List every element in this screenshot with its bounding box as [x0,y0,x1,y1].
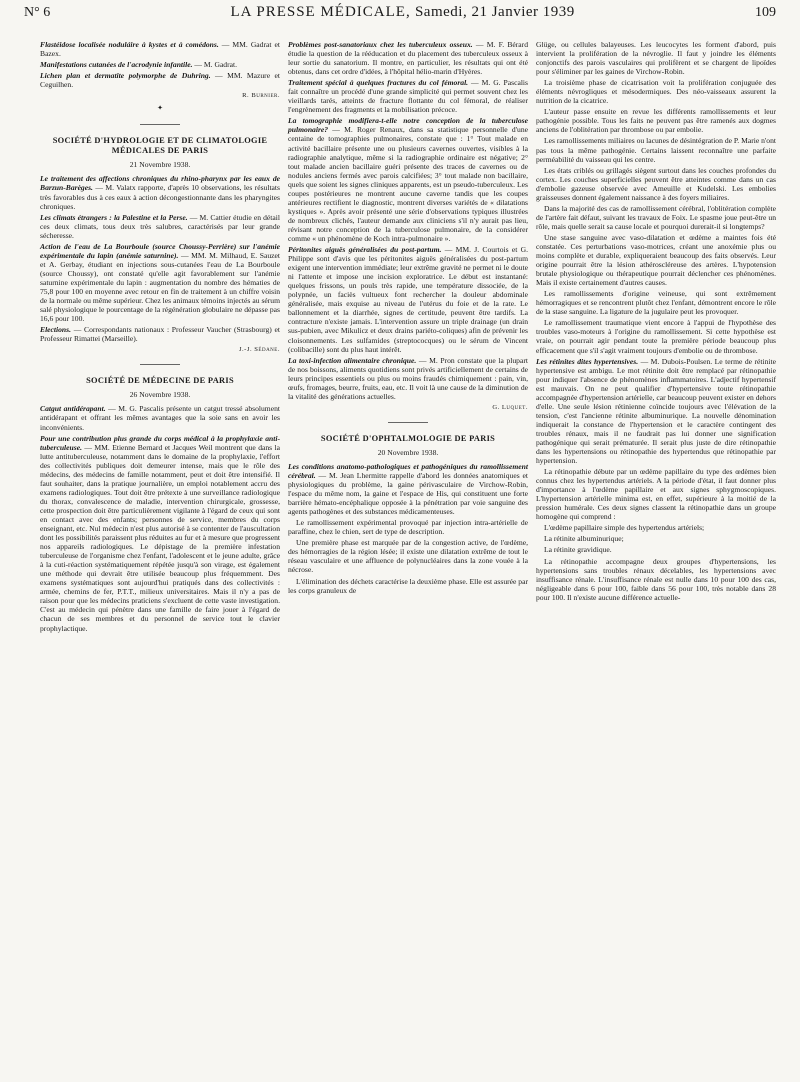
paragraph: Lichen plan et dermatite polymorphe de Duhring. — MM. Mazure et Ceguilhen. [40,71,280,90]
paragraph: Une première phase est marquée par de la congestion active, de l'œdème, des hémorragies de la région lésée; il existe une dilatation extrême de tout le réseau vasculaire et une affluence de polynucléaires dans la zone vouée à la nécrose. [288,538,528,575]
paragraph: L'élimination des déchets caractérise la deuxième phase. Elle est assurée par les corps granuleux de [288,576,528,595]
divider [40,359,280,368]
paragraph: La troisième phase de cicatrisation voit la prolifération conjuguée des éléments névrogliques et mésodermiques. Des néo-vaisseaux assurent la nutrition de la cicatrice. [536,78,776,106]
section-heading: SOCIÉTÉ DE MÉDECINE DE PARIS [86,376,234,386]
paragraph: Le traitement des affections chroniques du rhino-pharynx par les eaux de Barzun-Barèges. — M. Valatx rapporte, d'après 10 observations, les résultats très favorables dus à ces eaux à action décongestionnante dans les pharyngites chroniques. [40,174,280,211]
paragraph: Manifestations cutanées de l'acrodynie infantile. — M. Gadrat. [40,60,238,70]
paragraph: Les rétinites dites hypertensives. — M. Dubois-Poulsen. Le terme de rétinite hypertensive est ambigu. Le mot rétinite doit être remplacé par rétinopathie pour indiquer l'absence de phénomènes inflammatoires. L'adjectif hypertensif est mauvais. On ne peut qualifier d'hypertensive toute rétinopathie accompagnée d'hypertension artérielle, car beaucoup peuvent exister en dehors d'elle. Une seule lésion rétinienne coïncide toujours avec l'élévation de la tension, c'est l'ancienne rétinite albuminurique. La nouvelle dénomination indiquerait la constance de l'hypertension et le caractère contingent des troubles rénaux, mais il ne faudrait pas lui donner une signification pathogénique qui serait prématurée. Il serait plus juste de dire rétinopathie dans les hypertensions ou rétinopathie des hypertendus que rétinopathie par hypertension. [536,356,776,466]
issue-number: N° 6 [24,5,51,20]
section-date: 20 Novembre 1938. [377,447,439,457]
paragraph: Elections. — Correspondants nationaux : Professeur Vaucher (Strasbourg) et Professeur Rimattei (Marseille). [40,325,280,344]
paragraph: Catgut antidérapant. — M. G. Pascalis présente un catgut tressé absolument antidérapant et offrant les mêmes avantages que la soie sans en avoir les inconvénients. [40,404,280,432]
list-item: La rétinite albuminurique; [544,534,624,544]
paragraph: Les ramollissements d'origine veineuse, qui sont extrêmement hémorragiques et se rencontrent plutôt chez l'enfant, démontrent encore le rôle de la stase sanguine. La ligature de la jugulaire peut les provoquer. [536,289,776,317]
page-header [24,4,776,32]
section-heading: SOCIÉTÉ D'HYDROLOGIE ET DE CLIMATOLOGIE MÉDICALES DE PARIS [52,136,268,156]
paragraph: La tomographie modifiera-t-elle notre conception de la tuberculose pulmonaire? — M. Roger Renaux, dans sa statistique personnelle d'une centaine de tomographies pulmonaires, constate que : 1° Tout malade en activité bacillaire présente une ou plusieurs cavernes ouvertes, visibles à la radiographie analytique, même si la radiographie ordinaire est négative; 2° tout malade ancien bacillaire guéri présente des traces de cavernes ou de nodules anciens fermés avec parois calcifiées; 3° tout malade non bacillaire, quels que soient les signes cliniques apparents, est un pseudo-tuberculeux. Les coupes postérieures ne montrent aucune caverne tandis que les coupes antérieures rectifient le diagnostic, montrent diverses variétés de « dilatations kystiques ». Après avoir présenté une série d'observations typiques illustrées de nombreux clichés, l'auteur demande aux cliniciens s'il n'y aurait pas lieu, révisant notre conception de la tuberculose pulmonaire, de la considérer comme « un phénomène de Koch intra-pulmonaire ». [288,116,528,243]
paragraph: Flastéidose localisée noduláire à kystes et à comédons. — MM. Gadrat et Bazex. [40,40,280,59]
ornament: ✦ [157,104,163,113]
paragraph: Le ramollissement traumatique vient encore à l'appui de l'hypothèse des troubles vaso-moteurs à l'origine du ramollissement. Si cette hypothèse est vraie, on pourrait agir pendant toute la première période beaucoup plus efficacement que s'il s'agit vraiment toujours d'embolie ou de thrombose. [536,318,776,355]
paragraph: Une stase sanguine avec vaso-dilatation et œdème a maintes fois été constatée. Ces perturbations vaso-motrices, créant une anoxémie plus ou moins complète et durable, expliqueraient beaucoup des faits observés. Leur origine pourrait être la lésion athéroscléreuse des artères. L'hypotension brutale physiologique ou thérapeutique pourrait déclencher ces phénomènes. Mais il existe certainement d'autres causes. [536,232,776,288]
paragraph: Traitement spécial à quelques fractures du col fémoral. — M. G. Pascalis fait connaître un procédé d'une grande simplicité qui permet souvent chez les vieillards tarés, atteints de fracture flottante du col fémoral, de réaliser l'engrènement des fragments et la mobilisation précoce. [288,78,528,115]
paragraph: Le ramollissement expérimental provoqué par injection intra-artérielle de paraffine, chez le chien, sert de type de description. [288,518,528,537]
list-item: L'œdème papillaire simple des hypertendus artériels; [544,523,705,533]
paragraph: Dans la majorité des cas de ramollissement cérébral, l'oblitération complète de l'artère fait défaut, suivant les travaux de Foix. Le spasme joue peut-être un rôle, mais quelle serait sa cause locale et pourquoi durerait-il si longtemps? [536,203,776,231]
article-columns [40,40,776,635]
paragraph: Pour une contribution plus grande du corps médical à la prophylaxie anti-tuberculeuse. — MM. Etienne Bernard et Jacques Weil montrent que dans la lutte antituberculeuse, notamment dans le domaine de la prophylaxie, l'effort des collectivités publiques doit demeurer intense, mais que le rôle des médecins, des médecins de famille notamment, peut et doit être intensifié. Il faut souhaiter, dans la pratique journalière, un emploi notablement accru des examens radiologiques. Tout doit être prétexte à une surveillance radiologique du thorax, convalescence de maladie, intervention chirurgicale, grossesse, cette prospection doit être particulièrement vigilante à l'égard de ceux qui sont en contact avec des enfants; personnes de service, membres du corps enseignant, etc. Nul médecin n'est plus autorisé à se contenter de l'auscultation dont les possibilités paraissent plus réduites au fur et à mesure que progressent nos appareils radiologiques. Le dépistage de la première infestation tuberculeuse de l'organisme chez l'enfant, l'adolescent et le jeune adulte, grâce à la cuti-réaction systématiquement répétée jusqu'à son virage, est également une méthode qui devrait être utilisée beaucoup plus fréquemment. Des examens systématiques sont aujourd'hui pratiqués dans des collectivités : armée, chemins de fer, P.T.T., milieux universitaires. Mais il n'y a pas de raison pour que les médecins praticiens s'excluent de cette vaste investigation. C'est au médecin qui pénètre dans une famille de faire jouer à l'égard de chacun de ses membres et du personnel de service tout le clavier prophylactique. [40,433,280,633]
signature: R. Burnier. [242,92,280,100]
page-number: 109 [754,5,776,20]
paragraph: Glüge, ou cellules balayeuses. Les leucocytes les forment d'abord, puis intervient la prolifération de la névroglie. Il faut y joindre les éléments conjonctifs des parois vasculaires qui prolifèrent et se chargent de lipoïdes pour s'éliminer par les gaines de Virchow-Robin. [536,40,776,77]
list-item: La rétinite gravidique. [544,545,612,555]
signature: J.-J. Sédane. [238,346,280,354]
column-2 [288,40,528,635]
section-date: 26 Novembre 1938. [129,390,191,400]
paragraph: La rétinopathie débute par un œdème papillaire du type des œdèmes bien connus chez les hypertendus artériels. A la période d'état, il faut donner plus d'importance à l'œdème papillaire et aux signes sphygmoscopiques. L'hypertension artérielle minima est, en effet, supérieure à la moitié de la pression humérale. Ces deux signes classent la rétinopathie dans un groupe homogène qui comprend : [536,467,776,522]
paragraph: L'auteur passe ensuite en revue les différents ramollissements et leur pathogénie possible. Tous les faits ne peuvent pas être ramenés aux dogmes anciens de l'oblitération par thrombose ou par embolie. [536,107,776,135]
divider [288,417,528,426]
paragraph: La toxi-infection alimentaire chronique. — M. Pron constate que la plupart de nos boissons, aliments quotidiens sont privés artificiellement de certains de leurs principes essentiels ou plus ou moins fraudés chimiquement : pain, vin, œufs, fromages, beurre, fruits, eau, etc. Il voit là une cause de la diminution de la vitalité des générations actuelles. [288,355,528,401]
column-3 [536,40,776,635]
section-heading: SOCIÉTÉ D'OPHTALMOLOGIE DE PARIS [320,433,496,443]
issue-date: Samedi, 21 Janvier 1939 [414,4,575,20]
paragraph: Les états criblés ou grillagés siègent surtout dans les couches profondes du cortex. Les couches superficielles peuvent être atteintes comme dans un cas d'embolie gazeuse observée avec Ameuille et Kudelski. Les embolies graisseuses donnent également naissance à des foyers miliaires. [536,165,776,202]
section-date: 21 Novembre 1938. [129,160,191,170]
running-title [230,4,574,21]
paragraph: La rétinopathie accompagne deux groupes d'hypertensions, les hypertensions sans troubles rénaux décelables, les hypertensions avec insuffisance rénale. L'insuffisance rénale est nulle dans 10 pour 100 des cas, négligeable dans 6 pour 100, faible dans 56 pour 100, très notable dans 28 pour 100. Il n'existe aucune différence actuelle- [536,556,776,602]
paragraph: Les climats étrangers : la Palestine et la Perse. — M. Cattier étudie en détail ces deux climats, tous deux très salubres, caractérisés par leur grande sécheresse. [40,212,280,240]
signature: G. Luquet. [492,403,528,411]
paragraph: Les conditions anatomo-pathologiques et pathogéniques du ramollissement cérébral. — M. Jean Lhermitte rappelle d'abord les données anatomiques et physiologiques du problème, la gaine périvasculaire de Virchow-Robin, l'espace du même nom, la gaine et l'espace de His, qui constituent une forte barrière hémato-encéphalique opposée à la pénétration par voie sanguine des agents pathogènes et des substances médicamenteuses. [288,461,528,517]
journal-name: LA PRESSE MÉDICALE, [230,4,411,20]
divider [40,119,280,128]
paragraph: Les ramollissements miliaires ou lacunes de désintégration de P. Marie n'ont pas tous la même pathogénie. Certains laissent reconnaître une parfaite perméabilité du vaisseau qui les centre. [536,136,776,164]
paragraph: Péritonites aiguës généralisées du post-partum. — MM. J. Courtois et G. Philippe sont d'avis que les péritonites aiguës généralisées du post-partum exigent une intervention immédiate; leur extrême gravité ne permet ni le doute ni l'attente et impose une incision exploratrice. Le début est instantané: quelques frissons, un pouls très rapide, une température dissociée, de la polypnée, un faciès vultueux font rechercher la douleur abdominale généralisée, mais exquise au niveau de l'utérus du foie et de la rate. Le ballonnement et la diarrhée, signes de certitude, peuvent être tardifs. La contracture n'existe jamais. L'intervention assure un triple drainage (un drain sus-pubien, avec Mikulicz et deux drains pariéto-coliques) afin de prévenir les cloisonnements. Les sulfamides (streptococques) ou le sérum de Vincent (colibacille) sont du plus haut intérêt. [288,245,528,354]
paragraph: Problèmes post-sanatoriaux chez les tuberculeux osseux. — M. F. Bérard étudie la question de la rééducation et du placement des tuberculeux osseux à leur sortie du sanatorium. Il montre, en particulier, les résultats qui ont été obtenus, dans cet ordre d'idées, à l'hôpital hélio-marin d'Hyères. [288,40,529,77]
paragraph: Action de l'eau de La Bourboule (source Choussy-Perrière) sur l'anémie expérimentale du lapin (anémie saturnine). — MM. M. Milhaud, E. Sauzet et A. Gerbay, étudiant en injections sous-cutanées l'eau de La Bourboule (source Choussy), ont constaté qu'elle agit favorablement sur l'anémie saturnine expérimentale du lapin : augmentation du nombre des hématies de 75,8 pour 100 en moyenne avec retour en fin de traitement à un chiffre voisin de la normale ou même supérieur. Chez les animaux témoins injectés au sérum salé physiologique le pourcentage de la régénération globulaire ne dépasse pas 16,6 pour 100. [40,241,280,324]
column-1 [40,40,280,635]
